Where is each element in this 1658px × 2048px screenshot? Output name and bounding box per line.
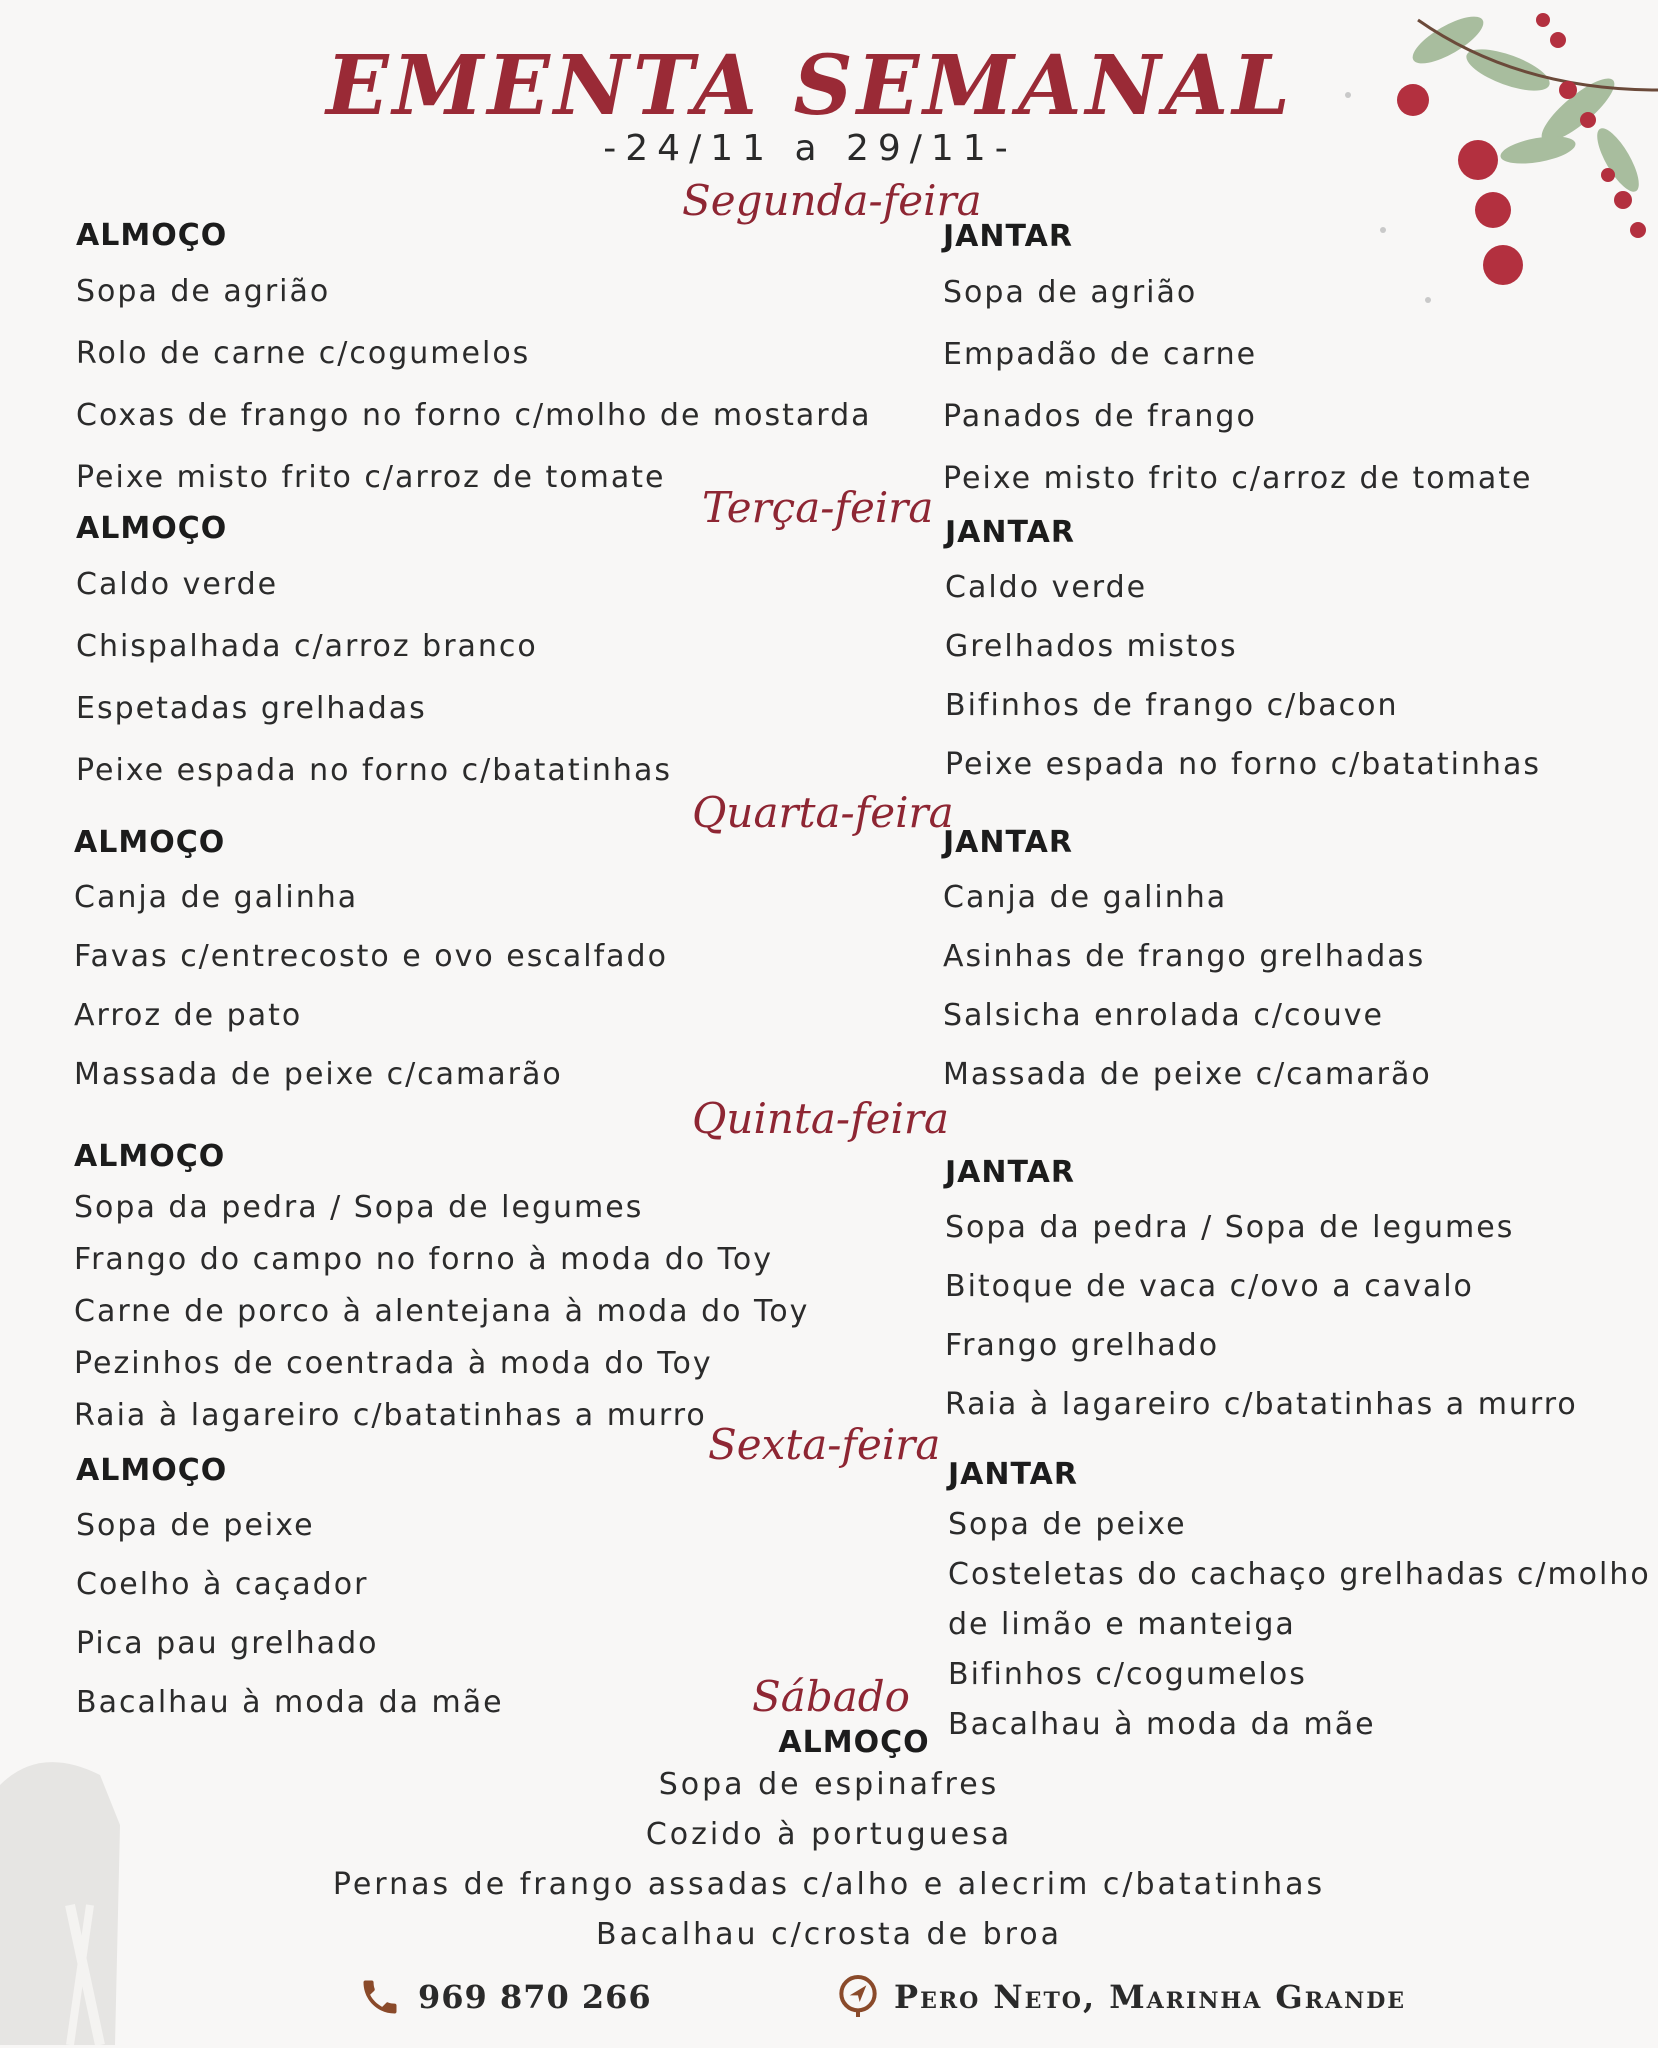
lunch-label: ALMOÇO — [76, 218, 228, 253]
dish-item: Canja de galinha — [74, 880, 359, 915]
location-text: Pero Neto, Marinha Grande — [894, 1978, 1407, 2016]
dish-item: Coxas de frango no forno c/molho de mostarda — [76, 398, 872, 433]
dish-item: Pernas de frango assadas c/alho e alecrim c/batatinhas — [332, 1867, 1326, 1902]
dish-item: Peixe misto frito c/arroz de tomate — [76, 460, 666, 495]
dish-item: Canja de galinha — [943, 880, 1228, 915]
friday-lunch — [76, 1453, 504, 1732]
dish-item: Grelhados mistos — [945, 629, 1238, 664]
saturday-lunch — [0, 1725, 1658, 1960]
monday-lunch — [76, 218, 872, 509]
dish-item: Chispalhada c/arroz branco — [76, 629, 538, 664]
thursday-lunch — [74, 1139, 809, 1442]
dish-item: de limão e manteiga — [948, 1607, 1296, 1642]
day-heading-tuesday: Terça-feira — [702, 483, 934, 532]
dish-item: Massada de peixe c/camarão — [74, 1057, 563, 1092]
dish-item: Rolo de carne c/cogumelos — [76, 336, 531, 371]
dish-item: Sopa da pedra / Sopa de legumes — [74, 1190, 644, 1225]
date-range: -24/11 a 29/11- — [603, 128, 1017, 169]
dinner-label: JANTAR — [945, 1155, 1075, 1190]
dish-item: Frango do campo no forno à moda do Toy — [74, 1242, 773, 1277]
dish-item: Raia à lagareiro c/batatinhas a murro — [74, 1398, 707, 1433]
dish-item: Peixe espada no forno c/batatinhas — [76, 753, 672, 788]
dinner-label: JANTAR — [943, 825, 1073, 860]
day-heading-friday: Sexta-feira — [708, 1420, 941, 1469]
thursday-dinner — [945, 1155, 1578, 1434]
dish-item: Sopa de espinafres — [658, 1767, 1000, 1802]
dish-item: Frango grelhado — [945, 1328, 1220, 1363]
dish-item: Coelho à caçador — [76, 1567, 369, 1602]
dish-item: Peixe espada no forno c/batatinhas — [945, 747, 1541, 782]
dish-item: Bitoque de vaca c/ovo a cavalo — [945, 1269, 1474, 1304]
lunch-label: ALMOÇO — [74, 825, 226, 860]
dish-item: Bifinhos c/cogumelos — [948, 1657, 1307, 1692]
dish-item: Cozido à portuguesa — [645, 1817, 1013, 1852]
dinner-label: JANTAR — [948, 1457, 1078, 1492]
day-heading-wednesday: Quarta-feira — [692, 788, 954, 837]
day-heading-thursday: Quinta-feira — [692, 1094, 950, 1143]
dinner-label: JANTAR — [943, 219, 1073, 254]
wednesday-dinner — [943, 825, 1432, 1104]
tuesday-lunch — [76, 511, 672, 802]
lunch-label: ALMOÇO — [76, 1453, 228, 1488]
phone-number: 969 870 266 — [418, 1978, 652, 2016]
dish-item: Pica pau grelhado — [76, 1626, 379, 1661]
dish-item: Sopa da pedra / Sopa de legumes — [945, 1210, 1515, 1245]
lunch-label: ALMOÇO — [74, 1139, 226, 1174]
day-heading-saturday: Sábado — [752, 1672, 910, 1721]
menu-title: EMENTA SEMANAL — [326, 38, 1294, 134]
location-pin-icon — [838, 1975, 878, 2019]
dish-item: Sopa de peixe — [76, 1508, 315, 1543]
dish-item: Bacalhau à moda da mãe — [76, 1685, 504, 1720]
dish-item: Caldo verde — [76, 567, 279, 602]
dish-item: Panados de frango — [943, 399, 1257, 434]
dish-item: Bacalhau à moda da mãe — [948, 1707, 1376, 1742]
dish-item: Sopa de peixe — [948, 1507, 1187, 1542]
dish-item: Raia à lagareiro c/batatinhas a murro — [945, 1387, 1578, 1422]
dish-item: Espetadas grelhadas — [76, 691, 427, 726]
phone-contact[interactable] — [358, 1975, 652, 2019]
day-heading-monday: Segunda-feira — [682, 176, 982, 225]
dish-item: Peixe misto frito c/arroz de tomate — [943, 461, 1533, 496]
phone-icon — [358, 1975, 402, 2019]
dinner-label: JANTAR — [945, 515, 1075, 550]
dish-item: Massada de peixe c/camarão — [943, 1057, 1432, 1092]
friday-dinner — [948, 1457, 1651, 1750]
tuesday-dinner — [945, 515, 1541, 794]
monday-dinner — [943, 219, 1532, 510]
dish-item: Asinhas de frango grelhadas — [943, 939, 1426, 974]
location-contact[interactable] — [838, 1975, 1406, 2019]
lunch-label: ALMOÇO — [778, 1725, 930, 1760]
dish-item: Sopa de agrião — [76, 274, 331, 309]
dish-item: Costeletas do cachaço grelhadas c/molho — [948, 1557, 1651, 1592]
dish-item: Caldo verde — [945, 570, 1148, 605]
dish-item: Favas c/entrecosto e ovo escalfado — [74, 939, 668, 974]
dish-item: Arroz de pato — [74, 998, 303, 1033]
dish-item: Sopa de agrião — [943, 275, 1198, 310]
dish-item: Carne de porco à alentejana à moda do Toy — [74, 1294, 810, 1329]
dish-item: Bifinhos de frango c/bacon — [945, 688, 1399, 723]
dish-item: Empadão de carne — [943, 337, 1258, 372]
dish-item: Bacalhau c/crosta de broa — [595, 1917, 1063, 1952]
dish-item: Salsicha enrolada c/couve — [943, 998, 1385, 1033]
wednesday-lunch — [74, 825, 668, 1104]
lunch-label: ALMOÇO — [76, 511, 228, 546]
dish-item: Pezinhos de coentrada à moda do Toy — [74, 1346, 713, 1381]
